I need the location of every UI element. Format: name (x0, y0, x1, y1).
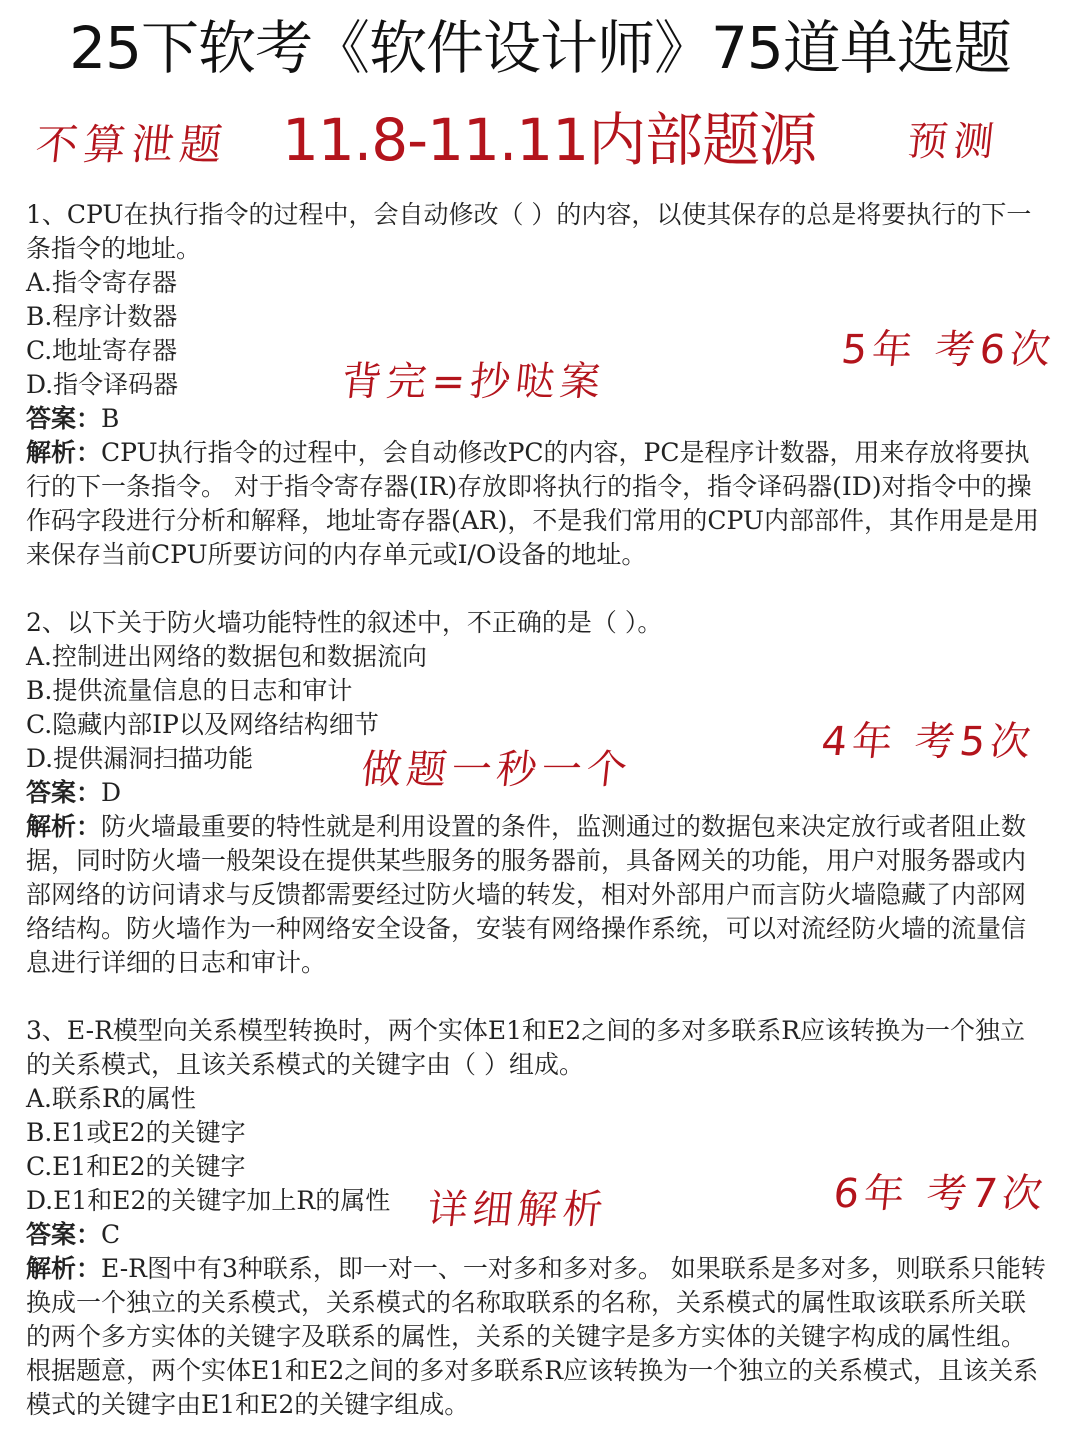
option-d: D.E1和E2的关键字加上R的属性 (26, 1186, 391, 1215)
frequency-stamp-q3: 6年 考7次 (831, 1171, 1050, 1217)
option-c: C.隐藏内部IP以及网络结构细节 (26, 710, 379, 739)
option-a: A.指令寄存器 (26, 268, 178, 297)
analysis-label: 解析： (26, 812, 102, 841)
option-b: B.程序计数器 (26, 302, 178, 331)
handwritten-note-q3: 详细解析 (425, 1187, 611, 1233)
question-stem: 3、E-R模型向关系模型转换时，两个实体E1和E2之间的多对多联系R应该转换为一个独立的关系模式，且该关系模式的关键字由（ ）组成。 (26, 1016, 1026, 1079)
answer-value: C (101, 1220, 121, 1249)
page-title: 25下软考《软件设计师》75道单选题 (69, 14, 1011, 82)
option-d: D.指令译码器 (26, 370, 179, 399)
analysis-label: 解析： (26, 1254, 102, 1283)
analysis-paragraph (26, 436, 1046, 572)
answer-value: D (101, 778, 122, 807)
option-a: A.控制进出网络的数据包和数据流向 (26, 642, 428, 671)
analysis-paragraph (26, 1252, 1046, 1422)
answer-label: 答案： (26, 1220, 102, 1249)
option-d: D.提供漏洞扫描功能 (26, 744, 254, 773)
option-c: C.地址寄存器 (26, 336, 178, 365)
answer-label: 答案： (26, 404, 102, 433)
analysis-label: 解析： (26, 438, 102, 467)
answer-value: B (101, 404, 120, 433)
tag-prediction: 预测 (905, 119, 1003, 165)
analysis-text: E-R图中有3种联系，即一对一、一对多和多对多。 如果联系是多对多，则联系只能转换成一个独立的关系模式，关系模式的名称取联系的名称，关系模式的属性取该联系所关联的两个多方实体的关键字及联系的属性，关系的关键字是多方实体的关键字构成的属性组。根据题意，两个实体E1和E2之间的多对多联系R应该转换为一个独立的关系模式，且该关系模式的关键字由E1和E2的关键字组成。 (26, 1254, 1046, 1419)
option-b: B.提供流量信息的日志和审计 (26, 676, 353, 705)
option-b: B.E1或E2的关键字 (26, 1118, 246, 1147)
answer-label: 答案： (26, 778, 102, 807)
tag-not-leak: 不算泄题 (33, 120, 231, 169)
frequency-stamp-q2: 4年 考5次 (819, 719, 1038, 765)
option-a: A.联系R的属性 (26, 1084, 196, 1113)
option-c: C.E1和E2的关键字 (26, 1152, 246, 1181)
subtitle-source-dates: 11.8-11.11内部题源 (282, 106, 817, 174)
frequency-stamp-q1: 5年 考6次 (839, 327, 1058, 373)
analysis-text: 防火墙最重要的特性就是利用设置的条件，监测通过的数据包来决定放行或者阻止数据，同时防火墙一般架设在提供某些服务的服务器前，具备网关的功能，用户对服务器或内部网络的访问请求与反馈都需要经过防火墙的转发，相对外部用户而言防火墙隐藏了内部网络结构。防火墙作为一种网络安全设备，安装有网络操作系统，可以对流经防火墙的流量信息进行详细的日志和审计。 (26, 812, 1027, 977)
question-stem: 2、以下关于防火墙功能特性的叙述中，不正确的是（ ）。 (26, 608, 663, 637)
answer-line (26, 402, 1046, 436)
handwritten-note-q2: 做题一秒一个 (359, 747, 635, 793)
analysis-paragraph (26, 810, 1046, 980)
analysis-text: CPU执行指令的过程中，会自动修改PC的内容，PC是程序计数器，用来存放将要执行的下一条指令。 对于指令寄存器(IR)存放即将执行的指令，指令译码器(ID)对指令中的操作码字段进行分析和解释，地址寄存器(AR)，不是我们常用的CPU内部部件，其作用是是用来保存当前CPU所要访问的内存单元或I/O设备的地址。 (26, 438, 1039, 569)
question-stem: 1、CPU在执行指令的过程中，会自动修改（ ）的内容，以使其保存的总是将要执行的下一条指令的地址。 (26, 200, 1032, 263)
handwritten-note-q1: 背完=抄哒案 (339, 359, 608, 405)
